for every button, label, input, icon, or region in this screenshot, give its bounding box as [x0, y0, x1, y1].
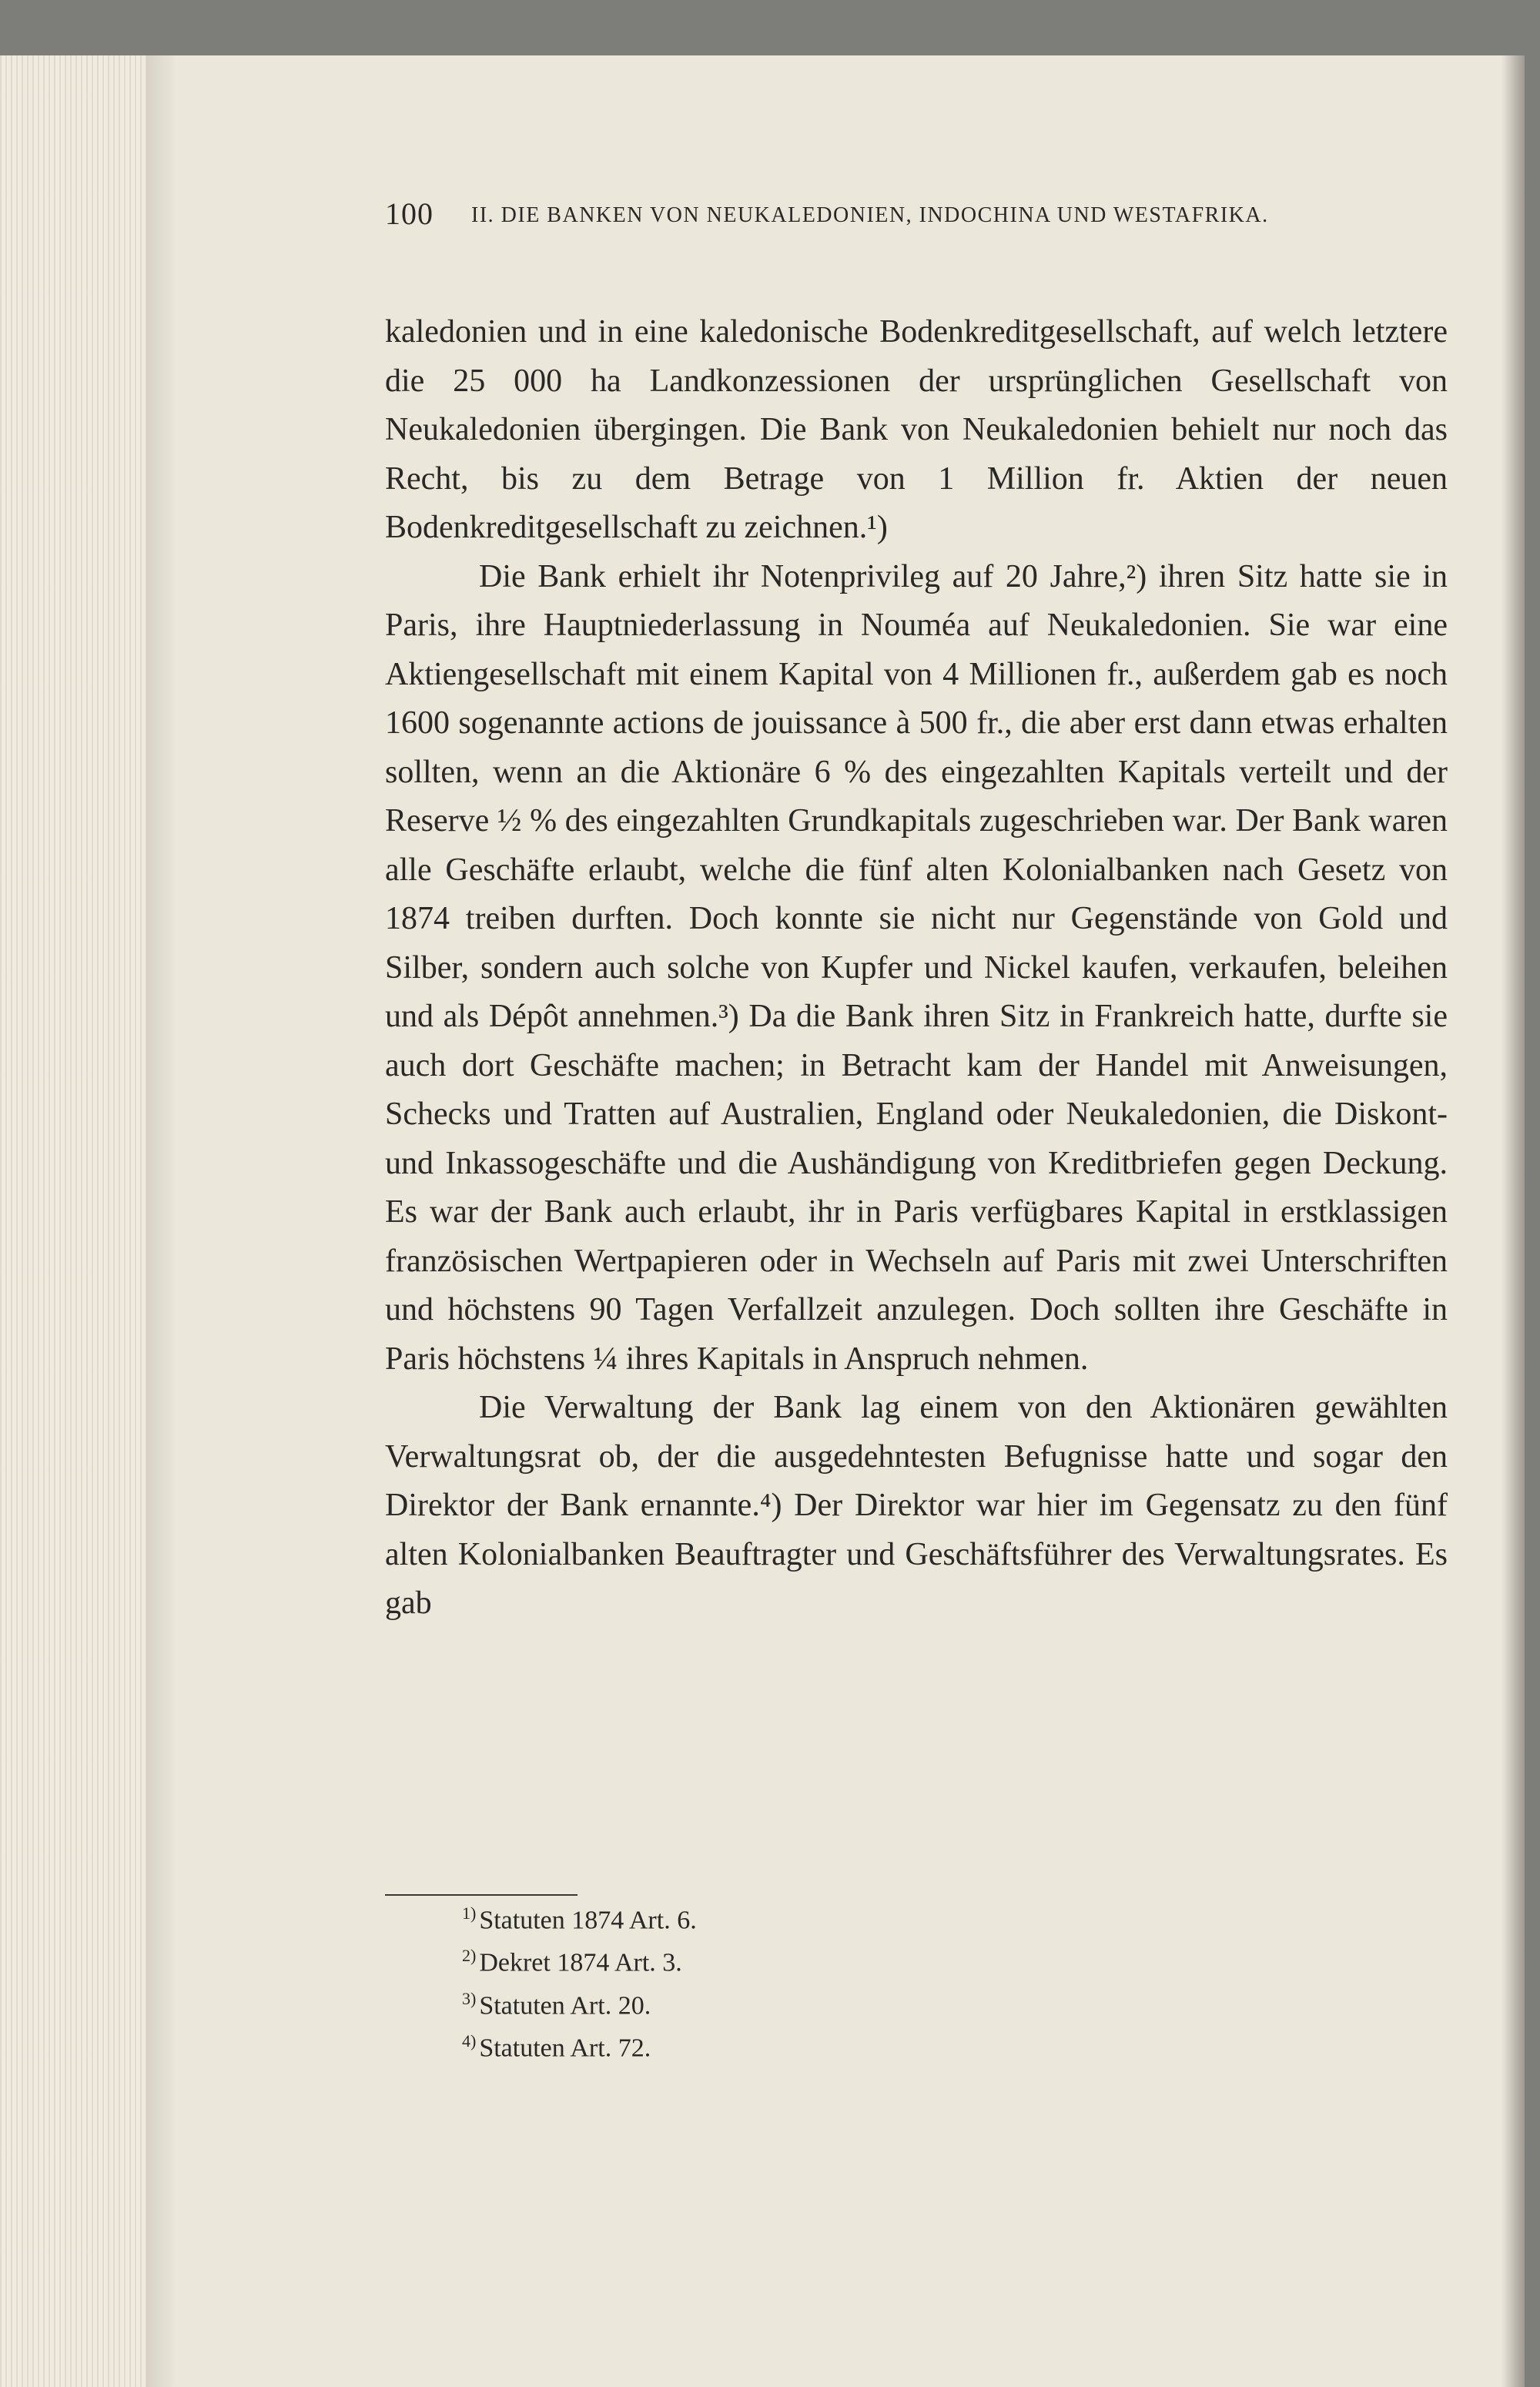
- footnote: [462, 1938, 1309, 1980]
- footnote: [462, 2024, 1309, 2066]
- footnote-text: Dekret 1874 Art. 3.: [479, 1948, 682, 1977]
- footnote-mark: 4): [462, 2030, 477, 2051]
- running-head-title: II. DIE BANKEN VON NEUKALEDONIEN, INDOCHINA UND WESTAFRIKA.: [471, 203, 1269, 227]
- running-head: [385, 185, 1448, 254]
- footnote-mark: 3): [462, 1988, 477, 2008]
- page-number: 100: [385, 196, 434, 231]
- body-text: [385, 308, 1448, 1629]
- footnote-text: Statuten Art. 20.: [479, 1990, 651, 2020]
- footnotes: [462, 1896, 1309, 2066]
- paragraph: Die Verwaltung der Bank lag einem von den Aktionären gewählten Verwaltungsrat ob, der die ausgedehntesten Befugnisse hatte und sogar den Direktor der Bank ernannte.⁴) Der Direktor war hier im Gegensatz zu den fünf alten Kolonialbanken Beauftragter und Geschäftsführer des Verwaltungsrates. Es gab: [385, 1390, 1448, 1621]
- footnote-mark: 1): [462, 1903, 477, 1923]
- footnote-text: Statuten Art. 72.: [479, 2034, 651, 2063]
- paragraph: kaledonien und in eine kaledonische Bodenkreditgesellschaft, auf welch letztere die 25 000 ha Landkonzessionen der ursprünglichen Gesellschaft von Neukaledonien übergingen. Die Bank von Neukaledonien behielt nur noch das Recht, bis zu dem Betrage von 1 Million fr. Aktien der neuen Bodenkreditgesellschaft zu zeichnen.¹): [385, 314, 1448, 545]
- paragraph: Die Bank erhielt ihr Notenprivileg auf 20 Jahre,²) ihren Sitz hatte sie in Paris, ihre Hauptniederlassung in Nouméa auf Neukaledonien. Sie war eine Aktiengesellschaft mit einem Kapital von 4 Millionen fr., außerdem gab es noch 1600 sogenannte actions de jouissance à 500 fr., die aber erst dann etwas erhalten sollten, wenn an die Aktionäre 6 % des eingezahlten Kapitals verteilt und der Reserve ½ % des eingezahlten Grundkapitals zugeschrieben war. Der Bank waren alle Geschäfte erlaubt, welche die fünf alten Kolonialbanken nach Gesetz von 1874 treiben durften. Doch konnte sie nicht nur Gegenstände von Gold und Silber, sondern auch solche von Kupfer und Nickel kaufen, verkaufen, beleihen und als Dépôt annehmen.³) Da die Bank ihren Sitz in Frankreich hatte, durfte sie auch dort Geschäfte machen; in Betracht kam der Handel mit Anweisungen, Schecks und Tratten auf Australien, England oder Neukaledonien, die Diskont- und Inkassogeschäfte und die Aushändigung von Kreditbriefen gegen Deckung. Es war der Bank auch erlaubt, ihr in Paris verfügbares Kapital in erstklassigen französischen Wertpapieren oder in Wechseln auf Paris mit zwei Unterschriften und höchstens 90 Tagen Verfallzeit anzulegen. Doch sollten ihre Geschäfte in Paris höchstens ¼ ihres Kapitals in Anspruch nehmen.: [385, 558, 1448, 1377]
- footnote-mark: 2): [462, 1946, 477, 1966]
- gutter-shadow: [146, 55, 177, 2387]
- page-right-edge: [1502, 55, 1525, 2387]
- page-edges: [0, 55, 146, 2387]
- footnote-text: Statuten 1874 Art. 6.: [479, 1906, 697, 1935]
- footnote: [462, 1896, 1309, 1938]
- footnote: [462, 1981, 1309, 2024]
